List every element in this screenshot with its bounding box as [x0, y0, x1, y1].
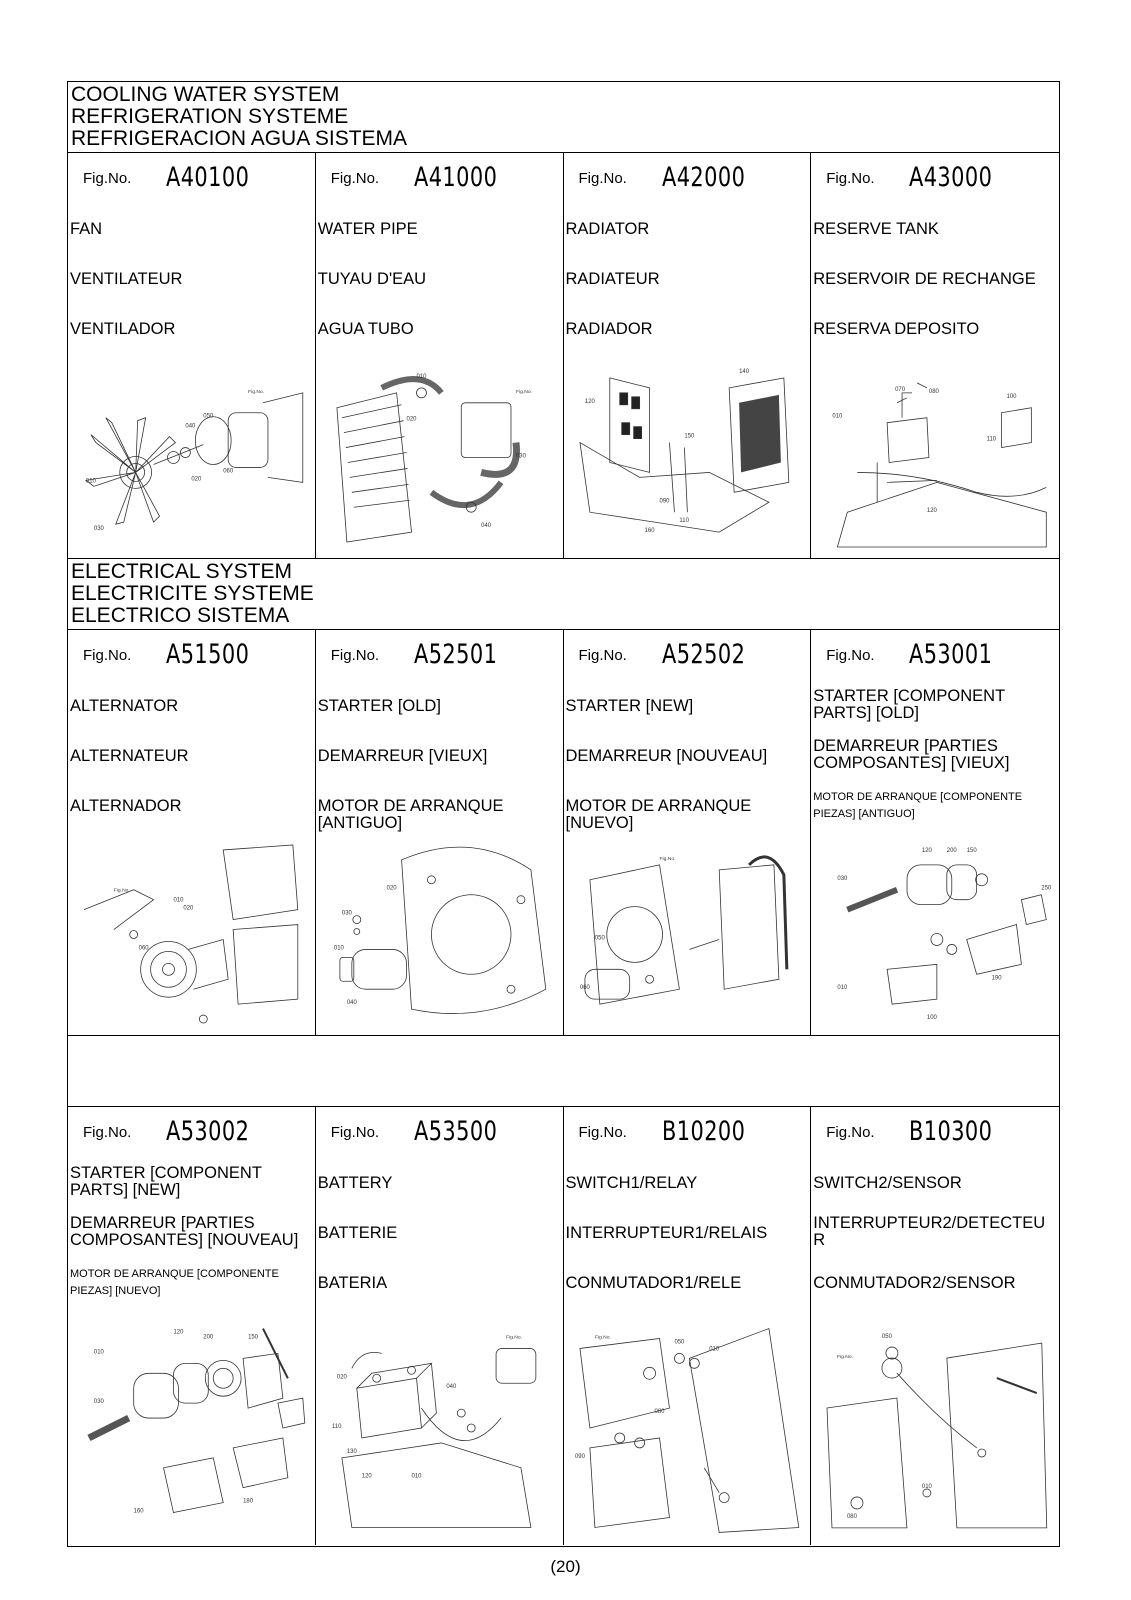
svg-text:010: 010 [173, 897, 184, 904]
desc-fr: RADIATEUR [565, 270, 660, 288]
figure-cell-a51500[interactable] [68, 630, 316, 1035]
svg-text:030: 030 [93, 1399, 104, 1406]
svg-text:Fig.No.: Fig.No. [837, 1354, 854, 1361]
fig-number: A53001 [909, 639, 993, 670]
fig-label: Fig.No. [330, 647, 380, 664]
desc-es: MOTOR DE ARRANQUE [COMPONENTE PIEZAS] [NUEVO] [70, 1268, 279, 1297]
svg-text:050: 050 [203, 413, 214, 420]
svg-text:040: 040 [185, 423, 196, 430]
section-title-line: REFRIGERATION SYSTEME [71, 105, 349, 128]
parts-catalog-sheet [67, 81, 1060, 1547]
fig-label: Fig.No. [578, 170, 627, 187]
svg-text:070: 070 [895, 386, 906, 393]
figure-cell-a52502[interactable] [564, 630, 812, 1035]
svg-text:010: 010 [93, 1349, 104, 1356]
section-title-line: COOLING WATER SYSTEM [71, 83, 340, 106]
desc-fr: RESERVOIR DE RECHANGE [813, 270, 1036, 288]
figure-cell-a52501[interactable] [316, 630, 564, 1035]
svg-text:030: 030 [515, 453, 526, 460]
page-number: (20) [550, 1557, 581, 1576]
svg-text:200: 200 [947, 847, 957, 854]
section-title-line: REFRIGERACION AGUA SISTEMA [71, 127, 408, 150]
desc-en: BATTERY [317, 1174, 393, 1192]
desc-es: CONMUTADOR2/SENSOR [813, 1274, 1016, 1292]
figure-cell-a40100[interactable] [68, 153, 316, 558]
water-pipe-diagram [322, 363, 557, 552]
section-header-electrical [68, 559, 1059, 630]
svg-text:Fig.No.: Fig.No. [248, 389, 265, 395]
section-title-line: ELECTRICAL SYSTEM [71, 560, 292, 583]
desc-fr: VENTILATEUR [70, 270, 183, 288]
desc-en: STARTER [COMPONENT PARTS] [NEW] [70, 1164, 262, 1199]
fig-label: Fig.No. [83, 647, 132, 664]
figure-cell-a42000[interactable] [564, 153, 812, 558]
desc-es: MOTOR DE ARRANQUE [COMPONENTE PIEZAS] [ANTIGUO] [813, 791, 1023, 820]
svg-text:Fig.No.: Fig.No. [659, 856, 676, 862]
desc-en: ALTERNATOR [70, 697, 179, 715]
fig-number: A40100 [166, 162, 250, 193]
svg-text:010: 010 [85, 478, 96, 485]
fig-label: Fig.No. [826, 170, 875, 187]
svg-text:Fig.No.: Fig.No. [505, 1335, 522, 1341]
svg-text:110: 110 [678, 518, 689, 525]
svg-text:040: 040 [346, 1000, 357, 1007]
svg-text:100: 100 [1006, 393, 1017, 400]
svg-text:020: 020 [191, 476, 202, 483]
svg-text:160: 160 [133, 1508, 144, 1515]
section-title-line: ELECTRICITE SYSTEME [71, 582, 314, 605]
desc-es: AGUA TUBO [317, 320, 414, 338]
figure-cell-a53002[interactable] [68, 1107, 316, 1545]
svg-text:190: 190 [991, 975, 1002, 982]
figure-cell-a53001[interactable] [811, 630, 1059, 1035]
desc-fr: DEMARREUR [VIEUX] [317, 747, 488, 765]
svg-text:090: 090 [574, 1453, 585, 1460]
fan-diagram [74, 363, 309, 552]
desc-en: WATER PIPE [317, 220, 418, 238]
svg-text:120: 120 [922, 847, 933, 854]
svg-text:030: 030 [341, 910, 352, 917]
desc-fr: INTERRUPTEUR1/RELAIS [565, 1224, 768, 1242]
svg-text:090: 090 [659, 498, 669, 505]
desc-fr: TUYAU D'EAU [317, 270, 427, 288]
svg-text:050: 050 [882, 1334, 893, 1341]
fig-number: A52501 [413, 639, 498, 670]
svg-text:120: 120 [361, 1473, 372, 1480]
fig-label: Fig.No. [83, 170, 132, 187]
figure-cell-a41000[interactable] [316, 153, 564, 558]
svg-text:080: 080 [847, 1513, 858, 1520]
desc-en: SWITCH1/RELAY [565, 1174, 698, 1192]
desc-fr: DEMARREUR [PARTIES COMPOSANTES] [VIEUX] [813, 737, 1010, 772]
desc-en: STARTER [OLD] [317, 697, 441, 715]
switch-sensor-diagram [817, 1317, 1053, 1539]
figure-row-electrical-2 [68, 1107, 1059, 1545]
fig-label: Fig.No. [826, 647, 875, 664]
svg-text:250: 250 [1041, 885, 1052, 892]
fig-number: A43000 [909, 162, 993, 193]
svg-text:020: 020 [183, 905, 194, 912]
desc-es: RADIADOR [565, 320, 653, 338]
svg-text:030: 030 [93, 526, 104, 533]
fig-number: B10300 [909, 1116, 993, 1147]
desc-es: VENTILADOR [70, 320, 176, 338]
desc-es: CONMUTADOR1/RELE [565, 1274, 742, 1292]
svg-text:150: 150 [248, 1334, 259, 1341]
fig-label: Fig.No. [83, 1124, 132, 1141]
svg-text:010: 010 [922, 1483, 933, 1490]
starter-parts-diagram [817, 840, 1053, 1029]
svg-text:100: 100 [927, 1015, 938, 1022]
svg-text:060: 060 [579, 985, 590, 992]
figure-cell-b10300[interactable] [811, 1107, 1059, 1545]
reserve-tank-diagram [817, 363, 1053, 552]
svg-text:150: 150 [683, 433, 694, 440]
desc-es: MOTOR DE ARRANQUE [ANTIGUO] [317, 797, 504, 832]
figure-row-cooling [68, 153, 1059, 559]
switch-relay-diagram [570, 1317, 805, 1539]
svg-text:Fig.No.: Fig.No. [594, 1335, 611, 1341]
starter-new-diagram [570, 840, 805, 1029]
svg-text:010: 010 [416, 373, 427, 380]
starter-diagram [322, 840, 557, 1029]
svg-text:Fig.No.: Fig.No. [113, 888, 130, 894]
section-header-cooling [68, 82, 1059, 153]
svg-text:160: 160 [644, 528, 655, 535]
svg-text:010: 010 [333, 945, 344, 952]
svg-text:180: 180 [243, 1498, 254, 1505]
svg-text:080: 080 [654, 1409, 664, 1416]
svg-text:010: 010 [837, 985, 848, 992]
starter-parts-new-diagram [74, 1317, 309, 1539]
empty-section-header [68, 1036, 1059, 1107]
desc-fr: DEMARREUR [NOUVEAU] [565, 747, 768, 765]
figure-cell-a43000[interactable] [811, 153, 1059, 558]
desc-fr: DEMARREUR [PARTIES COMPOSANTES] [NOUVEAU] [70, 1214, 299, 1249]
svg-text:050: 050 [673, 1339, 684, 1346]
desc-en: STARTER [NEW] [565, 697, 694, 715]
svg-text:120: 120 [173, 1329, 184, 1336]
fig-number: A41000 [413, 162, 498, 193]
battery-diagram [322, 1317, 557, 1539]
fig-label: Fig.No. [330, 1124, 380, 1141]
svg-text:020: 020 [386, 885, 397, 892]
fig-label: Fig.No. [330, 170, 380, 187]
figure-row-electrical-1 [68, 630, 1059, 1036]
desc-fr: BATTERIE [317, 1224, 398, 1242]
svg-text:110: 110 [331, 1424, 342, 1430]
svg-text:060: 060 [138, 945, 149, 952]
fig-number: A42000 [661, 162, 745, 193]
svg-text:Fig.No.: Fig.No. [515, 389, 532, 395]
desc-es: ALTERNADOR [70, 797, 182, 815]
alternator-diagram [74, 840, 309, 1029]
svg-text:020: 020 [336, 1374, 347, 1381]
svg-text:010: 010 [708, 1346, 719, 1353]
fig-number: B10200 [661, 1116, 745, 1147]
svg-text:020: 020 [406, 416, 417, 423]
fig-number: A53500 [413, 1116, 498, 1147]
svg-text:040: 040 [480, 523, 491, 530]
svg-text:140: 140 [738, 368, 749, 375]
fig-label: Fig.No. [578, 647, 627, 664]
svg-text:050: 050 [594, 935, 605, 942]
svg-text:110: 110 [986, 436, 997, 443]
desc-fr: ALTERNATEUR [70, 747, 189, 765]
desc-es: BATERIA [317, 1274, 388, 1292]
figure-cell-b10200[interactable] [564, 1107, 812, 1545]
desc-fr: INTERRUPTEUR2/DETECTEU R [813, 1214, 1046, 1249]
svg-text:010: 010 [411, 1473, 422, 1480]
desc-en: FAN [70, 220, 103, 238]
radiator-diagram [570, 363, 805, 552]
desc-es: RESERVA DEPOSITO [813, 320, 980, 338]
desc-en: RESERVE TANK [813, 220, 939, 238]
desc-en: STARTER [COMPONENT PARTS] [OLD] [813, 687, 1005, 722]
section-title-line: ELECTRICO SISTEMA [71, 604, 290, 627]
fig-number: A53002 [166, 1116, 250, 1147]
desc-en: SWITCH2/SENSOR [813, 1174, 962, 1192]
fig-number: A52502 [661, 639, 745, 670]
svg-text:120: 120 [584, 398, 595, 405]
figure-cell-a53500[interactable] [316, 1107, 564, 1545]
fig-label: Fig.No. [578, 1124, 627, 1141]
fig-number: A51500 [166, 639, 250, 670]
svg-text:060: 060 [223, 468, 234, 475]
svg-text:200: 200 [203, 1334, 214, 1341]
desc-es: MOTOR DE ARRANQUE [NUEVO] [565, 797, 752, 832]
fig-label: Fig.No. [826, 1124, 875, 1141]
svg-text:080: 080 [929, 388, 940, 395]
svg-text:150: 150 [966, 847, 977, 854]
svg-text:010: 010 [832, 413, 843, 420]
svg-text:120: 120 [927, 508, 938, 515]
svg-text:040: 040 [446, 1384, 457, 1391]
desc-en: RADIATOR [565, 220, 650, 238]
svg-text:030: 030 [837, 875, 848, 882]
svg-text:130: 130 [346, 1448, 357, 1455]
